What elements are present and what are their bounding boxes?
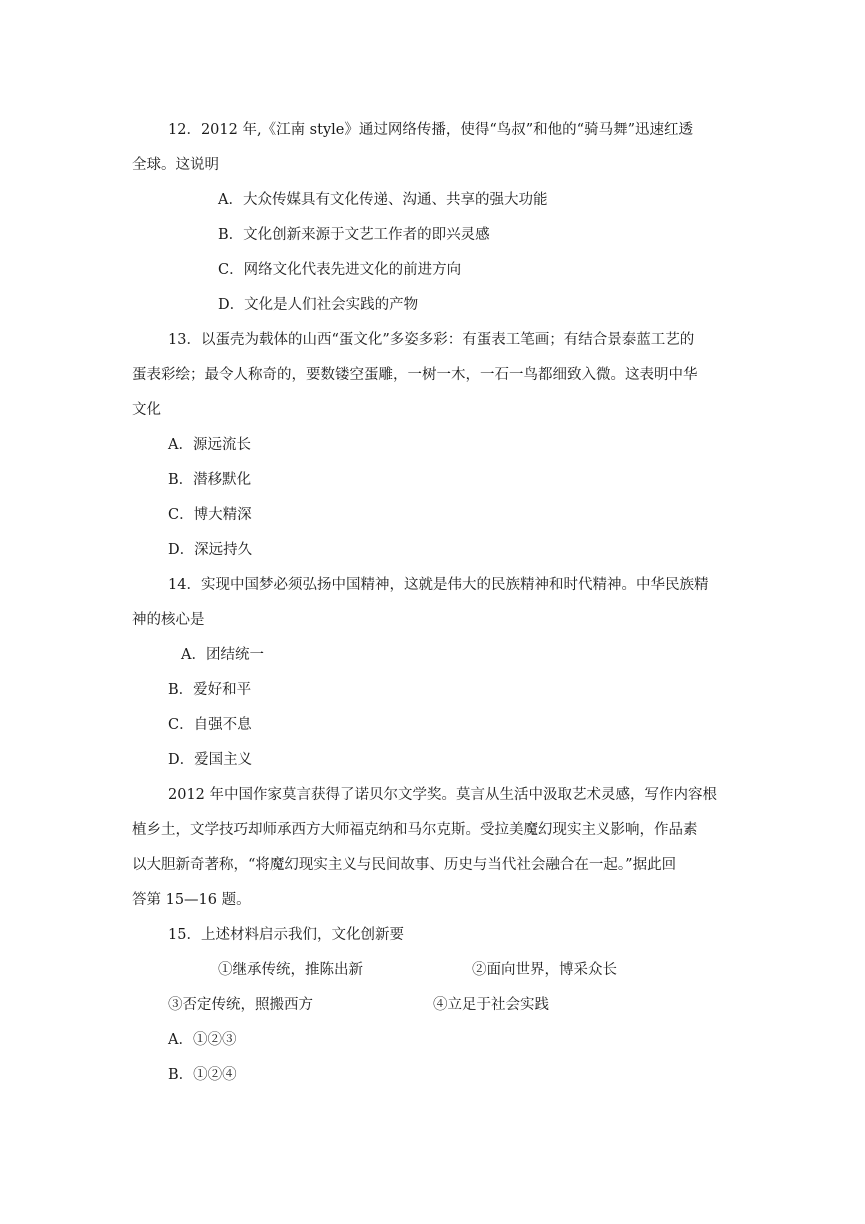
q14-stem-line2: 神的核心是 [132, 612, 205, 628]
q14-option-c: C．自强不息 [168, 717, 252, 733]
material-line2: 植乡土，文学技巧却师承西方大师福克纳和马尔克斯。受拉美魔幻现实主义影响，作品素 [132, 822, 698, 838]
q15-item-1: ①继承传统，推陈出新 [218, 962, 363, 978]
q13-stem-line1: 13．以蛋壳为载体的山西“蛋文化”多姿多彩：有蛋表工笔画；有结合景泰蓝工艺的 [168, 332, 695, 348]
q15-option-a: A．①②③ [168, 1032, 237, 1048]
material-line3: 以大胆新奇著称，“将魔幻现实主义与民间故事、历史与当代社会融合在一起。”据此回 [132, 857, 677, 873]
q13-stem-line2: 蛋表彩绘；最令人称奇的，要数镂空蛋雕，一树一木，一石一鸟都细致入微。这表明中华 [132, 367, 698, 383]
q12-stem-line1: 12．2012 年,《江南 style》通过网络传播，使得“鸟叔”和他的“骑马舞”迅速红透 [168, 122, 694, 138]
q14-option-d: D．爱国主义 [168, 752, 253, 768]
q14-option-a: A．团结统一 [181, 647, 264, 663]
q15-stem: 15．上述材料启示我们，文化创新要 [168, 927, 404, 943]
q15-item-4: ④立足于社会实践 [433, 997, 549, 1013]
q13-stem-line3: 文化 [132, 402, 161, 418]
q12-option-a: A．大众传媒具有文化传递、沟通、共享的强大功能 [218, 192, 548, 208]
q15-option-b: B．①②④ [168, 1067, 237, 1083]
q12-option-d: D．文化是人们社会实践的产物 [218, 297, 419, 313]
q13-option-c: C．博大精深 [168, 507, 252, 523]
q13-option-a: A．源远流长 [168, 437, 251, 453]
q15-item-3: ③否定传统，照搬西方 [168, 997, 313, 1013]
q13-option-d: D．深远持久 [168, 542, 253, 558]
q13-option-b: B．潜移默化 [168, 472, 252, 488]
q15-item-2: ②面向世界，博采众长 [472, 962, 617, 978]
material-line1: 2012 年中国作家莫言获得了诺贝尔文学奖。莫言从生活中汲取艺术灵感，写作内容根 [168, 787, 718, 803]
q12-option-b: B．文化创新来源于文艺工作者的即兴灵感 [218, 227, 490, 243]
q14-option-b: B．爱好和平 [168, 682, 252, 698]
q12-option-c: C．网络文化代表先进文化的前进方向 [218, 262, 462, 278]
q14-stem-line1: 14．实现中国梦必须弘扬中国精神，这就是伟大的民族精神和时代精神。中华民族精 [168, 577, 709, 593]
material-line4: 答第 15—16 题。 [132, 892, 251, 908]
q12-stem-line2: 全球。这说明 [132, 157, 219, 173]
